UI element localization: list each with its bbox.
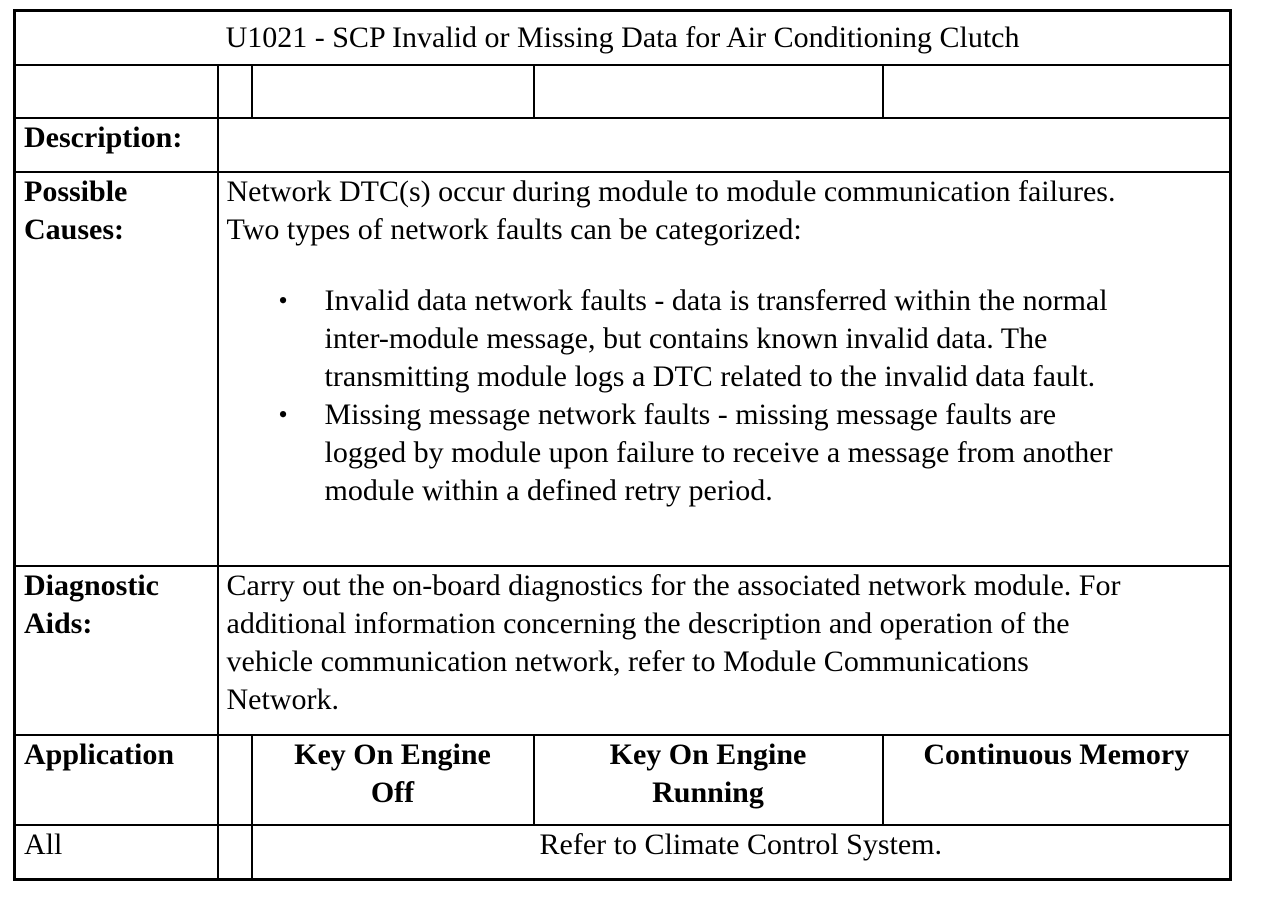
all-row: [15, 825, 1231, 880]
possible-causes-label: Possible Causes:: [15, 172, 218, 566]
all-value: Refer to Climate Control System.: [252, 825, 1231, 880]
empty-cell: [883, 65, 1231, 118]
list-item: • Missing message network faults - missing message faults are logged by module upon failure to receive a message from another module within a defined retry period.: [325, 396, 1222, 510]
possible-causes-row: [15, 172, 1231, 566]
key-on-engine-running-header: Key On Engine Running: [534, 735, 883, 825]
description-label: Description:: [15, 118, 218, 172]
empty-cell: [534, 65, 883, 118]
title-row: [15, 11, 1231, 66]
application-label: Application: [15, 735, 218, 825]
spacer-cell: [218, 735, 252, 825]
description-row: [15, 118, 1231, 172]
dtc-table: [13, 9, 1232, 881]
diagnostic-aids-row: [15, 566, 1231, 735]
causes-list: [227, 282, 1222, 510]
empty-cell: [218, 65, 252, 118]
empty-cell: [15, 65, 218, 118]
list-item: • Invalid data network faults - data is transferred within the normal inter-module message, but contains known invalid data. The transmitting module logs a DTC related to the invalid data fault.: [325, 282, 1222, 396]
possible-causes-text: Network DTC(s) occur during module to module communication failures. Two types of network faults can be categorized: • Invalid data network faults - data is transferred within the normal inter-module message, but contains known invalid data. The transmitting module logs a DTC related to the invalid data fault. • Missing message network faults - missing message faults are logged by module upon failure to receive a message from another module within a defined retry period.: [218, 172, 1231, 566]
continuous-memory-header: Continuous Memory: [883, 735, 1231, 825]
diagnostic-aids-label: Diagnostic Aids:: [15, 566, 218, 735]
application-header-row: [15, 735, 1231, 825]
diagnostic-aids-text: Carry out the on-board diagnostics for the associated network module. For additional information concerning the description and operation of the vehicle communication network, refer to Module Communications Network.: [218, 566, 1231, 735]
key-on-engine-off-header: Key On Engine Off: [252, 735, 534, 825]
all-label: All: [15, 825, 218, 880]
empty-row: [15, 65, 1231, 118]
spacer-cell: [218, 825, 252, 880]
empty-cell: [252, 65, 534, 118]
dtc-title: U1021 - SCP Invalid or Missing Data for Air Conditioning Clutch: [15, 11, 1231, 66]
description-value: [218, 118, 1231, 172]
dtc-document: [13, 9, 1232, 881]
